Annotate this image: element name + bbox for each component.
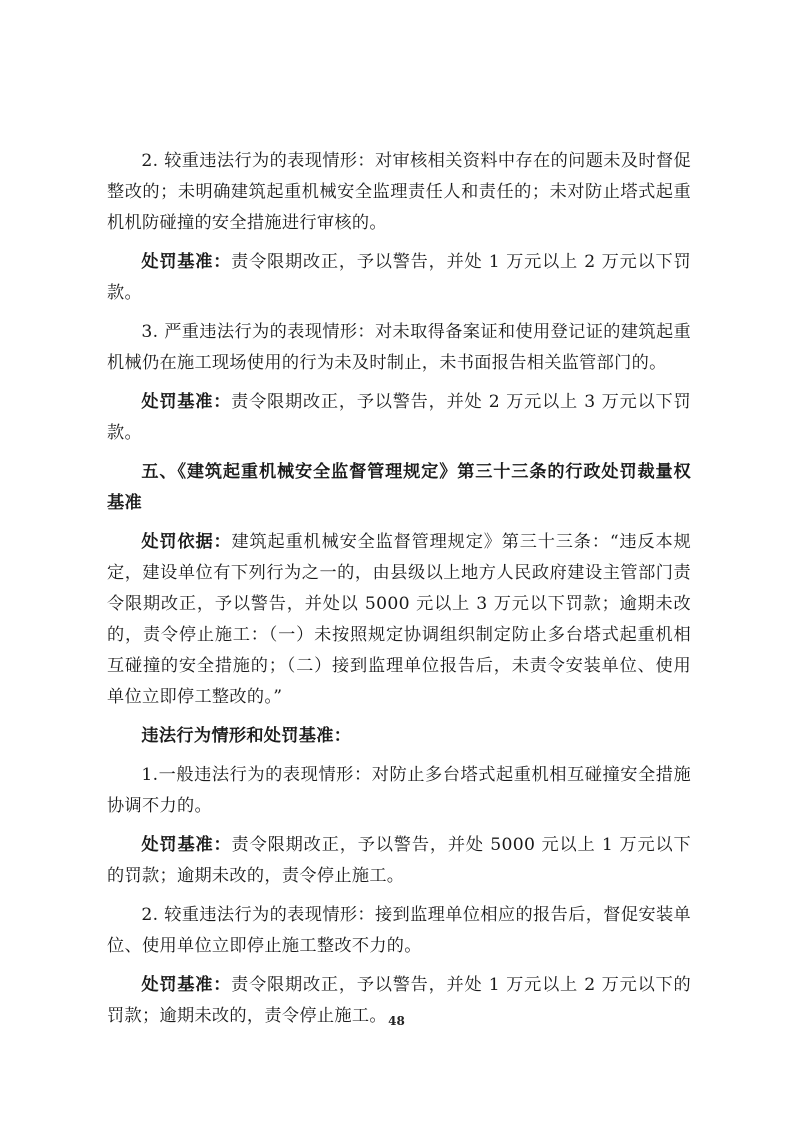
paragraph-1-text: 2. 较重违法行为的表现情形：对审核相关资料中存在的问题未及时督促整改的；未明确建筑起重机械安全监理责任人和责任的；未对防止塔式起重机机防碰撞的安全措施进行审核的。 [107, 151, 691, 233]
paragraph-9-text: 责令限期改正，予以警告，并处 5000 元以上 1 万元以下的罚款；逾期未改的，责令停止施工。 [107, 835, 691, 886]
section-heading-text: 五、《建筑起重机械安全监督管理规定》第三十三条的行政处罚裁量权基准 [107, 462, 691, 513]
paragraph-8 [107, 760, 691, 822]
paragraph-4-text: 责令限期改正，予以警告，并处 2 万元以上 3 万元以下罚款。 [107, 392, 691, 443]
page-number: 48 [388, 1014, 405, 1028]
paragraph-2-text: 责令限期改正，予以警告，并处 1 万元以上 2 万元以下罚款。 [107, 252, 691, 303]
paragraph-6 [107, 527, 691, 713]
paragraph-3 [107, 317, 691, 379]
penalty-standard-label: 处罚基准： [141, 392, 232, 412]
paragraph-3-text: 3. 严重违法行为的表现情形：对未取得备案证和使用登记证的建筑起重机械仍在施工现场使用的行为未及时制止，未书面报告相关监管部门的。 [107, 322, 691, 373]
paragraph-8-text: 1.一般违法行为的表现情形：对防止多台塔式起重机相互碰撞安全措施协调不力的。 [107, 765, 691, 816]
paragraph-4 [107, 387, 691, 449]
paragraph-9 [107, 830, 691, 892]
subheading-text: 违法行为情形和处罚基准： [141, 726, 352, 746]
penalty-basis-label: 处罚依据： [141, 532, 232, 552]
paragraph-6-text: 建筑起重机械安全监督管理规定》第三十三条：“违反本规定，建设单位有下列行为之一的，由县级以上地方人民政府建设主管部门责令限期改正，予以警告，并处以 5000 元以上 3 万元以下罚款；逾期未改的，责令停止施工：（一）未按照规定协调组织制定防止多台塔式起重机相互碰撞的安全措施的；（二）接到监理单位报告后，未责令安装单位、使用单位立即停工整改的。” [107, 532, 691, 707]
paragraph-10 [107, 900, 691, 962]
section-heading [107, 457, 691, 519]
penalty-standard-label: 处罚基准： [141, 835, 232, 855]
penalty-standard-label: 处罚基准： [141, 975, 232, 995]
paragraph-1 [107, 146, 691, 239]
paragraph-10-text: 2. 较重违法行为的表现情形：接到监理单位相应的报告后，督促安装单位、使用单位立即停止施工整改不力的。 [107, 905, 691, 956]
document-body [107, 146, 691, 1040]
penalty-standard-label: 处罚基准： [141, 252, 232, 272]
paragraph-2 [107, 247, 691, 309]
paragraph-11-text: 责令限期改正，予以警告，并处 1 万元以上 2 万元以下的罚款；逾期未改的，责令停止施工。 [107, 975, 691, 1026]
subheading [107, 721, 691, 752]
